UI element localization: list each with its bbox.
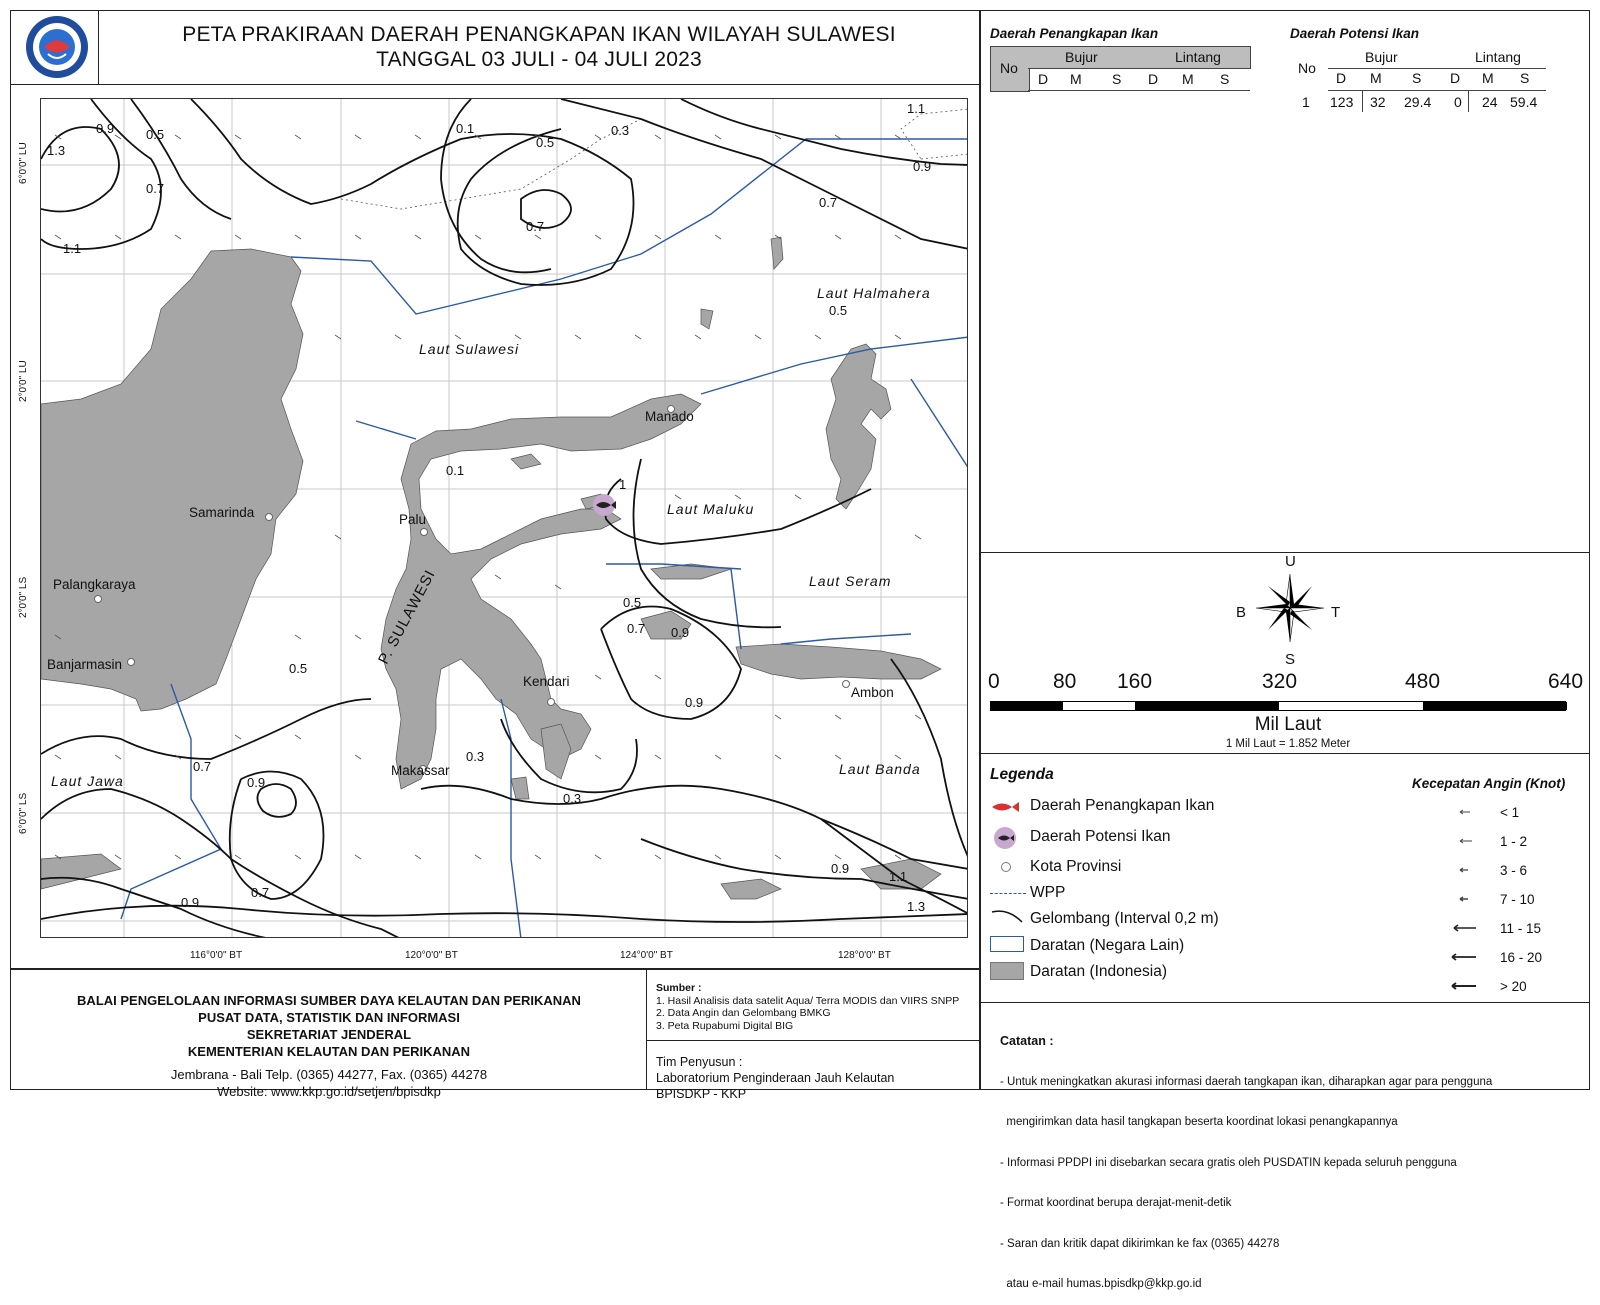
legend-indonesia-land-icon bbox=[990, 962, 1024, 980]
contour-label: 1.1 bbox=[907, 101, 926, 116]
contour-label: 0.7 bbox=[627, 621, 646, 636]
kkp-logo bbox=[24, 14, 90, 80]
city-label-banjarmasin: Banjarmasin bbox=[47, 657, 123, 672]
sea-label-laut-seram: Laut Seram bbox=[809, 573, 892, 589]
contour-label: 1.1 bbox=[889, 869, 908, 884]
city-label-kendari: Kendari bbox=[523, 674, 570, 689]
contour-label: 0.9 bbox=[181, 895, 200, 910]
sea-label-laut-jawa: Laut Jawa bbox=[51, 773, 124, 789]
compass-south: S bbox=[1285, 651, 1296, 668]
footer-notes: Catatan : - Untuk meningkatkan akurasi informasi daerah tangkapan ikan, diharapkan agar para pengguna mengirimkan data hasil tangkapan beserta koordinat lokasi penangkapannya - Informasi PPDPI ini disebarkan secara gratis oleh PUSDATIN kepada seluruh pengguna - Format koordinat berupa derajat-menit-detik - Saran dan kritik dapat dikirimkan ke fax (0365) 44278 atau e-mail humas.bpisdkp@kkp.go.id bbox=[1000, 1034, 1493, 1290]
scale-note: 1 Mil Laut = 1.852 Meter bbox=[1225, 738, 1351, 750]
wind-class: 1 - 2 bbox=[1500, 834, 1528, 849]
land-borneo bbox=[41, 249, 303, 711]
scale-tick: 80 bbox=[1053, 670, 1077, 693]
sea-label-laut-banda: Laut Banda bbox=[839, 761, 921, 777]
legend-fishing-icon bbox=[990, 800, 1020, 819]
wind-class: 7 - 10 bbox=[1500, 892, 1535, 907]
contour-label: 1.1 bbox=[63, 241, 82, 256]
fishing-col-lintang: Lintang bbox=[1175, 49, 1221, 65]
city-marker-kendari bbox=[548, 699, 555, 706]
fishing-col-bujur: Bujur bbox=[1065, 49, 1098, 65]
contour-label: 0.7 bbox=[193, 759, 212, 774]
lat-label: 2°0'0" LU bbox=[18, 360, 29, 402]
legend-item-potential: Daerah Potensi Ikan bbox=[1030, 828, 1171, 845]
scale-unit: Mil Laut bbox=[1254, 714, 1322, 735]
contour-label: 1 bbox=[619, 477, 627, 492]
contour-label: 0.9 bbox=[671, 625, 690, 640]
city-label-makassar: Makassar bbox=[391, 763, 450, 778]
lat-label: 2°0'0" LS bbox=[18, 576, 29, 618]
potential-row-bujur-s: 29.4 bbox=[1404, 94, 1432, 110]
compass-west: B bbox=[1236, 604, 1247, 621]
wind-class: 3 - 6 bbox=[1500, 863, 1528, 878]
footer-team: Tim Penyusun : Laboratorium Penginderaan Jauh Kelautan BPISDKP - KKP bbox=[656, 1055, 895, 1101]
contour-label: 0.3 bbox=[466, 749, 485, 764]
contour-label: 0.7 bbox=[146, 181, 165, 196]
wind-class: 11 - 15 bbox=[1500, 921, 1542, 936]
city-marker-ambon bbox=[843, 681, 850, 688]
wind-legend-arrows bbox=[1446, 800, 1486, 995]
island-label-sulawesi: P. SULAWESI bbox=[375, 566, 440, 667]
legend-wpp-icon bbox=[990, 893, 1026, 894]
scale-tick: 0 bbox=[988, 670, 1000, 693]
lon-label: 124°0'0" BT bbox=[620, 950, 673, 961]
wind-class: > 20 bbox=[1500, 979, 1527, 994]
footer-org: BALAI PENGELOLAAN INFORMASI SUMBER DAYA KELAUTAN DAN PERIKANAN PUSAT DATA, STATISTIK DAN INFORMASI SEKRETARIAT JENDERAL KEMENTERIAN KELAUTAN DAN PERIKANAN bbox=[77, 993, 581, 1059]
sea-label-laut-sulawesi: Laut Sulawesi bbox=[419, 341, 520, 357]
contour-label: 0.5 bbox=[623, 595, 642, 610]
sea-label-laut-halmahera: Laut Halmahera bbox=[817, 285, 931, 301]
contour-label: 0.7 bbox=[526, 219, 545, 234]
fishing-table: No Bujur Lintang D M S D M S bbox=[990, 46, 1250, 92]
fishing-col-no: No bbox=[1000, 60, 1018, 76]
contour-label: 0.3 bbox=[563, 791, 582, 806]
legend-item-wave: Gelombang (Interval 0,2 m) bbox=[1030, 910, 1219, 927]
contour-label: 0.9 bbox=[913, 159, 932, 174]
lon-label: 116°0'0" BT bbox=[190, 950, 243, 961]
contour-label: 0.9 bbox=[831, 861, 850, 876]
potential-row-bujur-m: 32 bbox=[1370, 94, 1386, 110]
legend-item-city: Kota Provinsi bbox=[1030, 858, 1122, 875]
contour-label: 0.5 bbox=[289, 661, 308, 676]
sea-label-laut-maluku: Laut Maluku bbox=[667, 501, 755, 517]
legend-item-indonesia-land: Daratan (Indonesia) bbox=[1030, 963, 1167, 980]
wind-class: < 1 bbox=[1500, 805, 1520, 820]
potential-row-lintang-s: 59.4 bbox=[1510, 94, 1538, 110]
contour-label: 0.3 bbox=[611, 123, 630, 138]
city-marker-banjarmasin bbox=[128, 659, 135, 666]
potential-row-lintang-m: 24 bbox=[1482, 94, 1498, 110]
contour-label: 0.5 bbox=[536, 135, 555, 150]
scale-tick: 320 bbox=[1262, 670, 1298, 693]
scale-tick: 160 bbox=[1117, 670, 1153, 693]
lon-label: 120°0'0" BT bbox=[405, 950, 458, 961]
contour-label: 0.5 bbox=[829, 303, 848, 318]
lon-label: 128°0'0" BT bbox=[838, 950, 891, 961]
land-seram bbox=[736, 644, 941, 679]
potential-table-title: Daerah Potensi Ikan bbox=[1290, 26, 1420, 41]
legend-potential-icon bbox=[993, 826, 1017, 855]
footer-address: Jembrana - Bali Telp. (0365) 44277, Fax. (0365) 44278 Website: www.kkp.go.id/setjen/bpisdkp bbox=[170, 1067, 488, 1099]
potential-table: No Bujur Lintang D M S D M S 1 123 32 29.4 0 24 59.4 bbox=[1290, 46, 1550, 116]
lat-label: 6°0'0" LS bbox=[18, 792, 29, 834]
fishing-table-title: Daerah Penangkapan Ikan bbox=[990, 26, 1159, 41]
map-canvas bbox=[40, 98, 968, 938]
side-panel-frame bbox=[980, 10, 1590, 1090]
legend-city-icon bbox=[1001, 862, 1011, 872]
legend-title: Legenda bbox=[990, 766, 1054, 783]
potential-row-no: 1 bbox=[1302, 94, 1310, 110]
page-title: PETA PRAKIRAAN DAERAH PENANGKAPAN IKAN WILAYAH SULAWESI TANGGAL 03 JULI - 04 JULI 2023 bbox=[182, 23, 896, 71]
legend-item-fishing: Daerah Penangkapan Ikan bbox=[1030, 797, 1215, 814]
contour-label: 0.7 bbox=[819, 195, 838, 210]
contour-label: 0.9 bbox=[685, 695, 704, 710]
footer-sources: Sumber : 1. Hasil Analisis data satelit Aqua/ Terra MODIS dan VIIRS SNPP 2. Data Angin dan Gelombang BMKG 3. Peta Rupabumi Digital BIG bbox=[656, 982, 960, 1032]
legend-wave-icon bbox=[990, 906, 1026, 931]
city-label-palu: Palu bbox=[399, 512, 427, 527]
city-marker-palu bbox=[421, 529, 428, 536]
potential-fish-marker bbox=[593, 494, 616, 516]
contour-label: 0.7 bbox=[251, 885, 270, 900]
contour-label: 0.5 bbox=[146, 127, 165, 142]
legend-other-land-icon bbox=[990, 936, 1024, 952]
compass-rose bbox=[1254, 572, 1326, 644]
wind-class: 16 - 20 bbox=[1500, 950, 1543, 965]
city-label-samarinda: Samarinda bbox=[189, 505, 255, 520]
city-marker-samarinda bbox=[266, 514, 273, 521]
wind-legend-title: Kecepatan Angin (Knot) bbox=[1412, 776, 1566, 791]
scale-bar bbox=[990, 701, 1566, 711]
contour-label: 0.9 bbox=[247, 775, 266, 790]
contour-label: 0.9 bbox=[96, 121, 115, 136]
scale-tick: 640 bbox=[1548, 670, 1584, 693]
lat-label: 6°0'0" LU bbox=[18, 142, 29, 184]
contour-label: 0.1 bbox=[446, 463, 465, 478]
contour-label: 1.3 bbox=[47, 143, 66, 158]
compass-north: U bbox=[1285, 553, 1296, 570]
city-label-manado: Manado bbox=[645, 409, 694, 424]
potential-row-bujur-d: 123 bbox=[1330, 94, 1354, 110]
legend-item-other-land: Daratan (Negara Lain) bbox=[1030, 937, 1185, 954]
potential-row-lintang-d: 0 bbox=[1454, 94, 1462, 110]
contour-label: 0.1 bbox=[456, 121, 475, 136]
compass-east: T bbox=[1331, 604, 1341, 621]
legend-item-wpp: WPP bbox=[1030, 884, 1066, 901]
contour-label: 1.3 bbox=[907, 899, 926, 914]
scale-tick: 480 bbox=[1405, 670, 1441, 693]
city-marker-palangkaraya bbox=[95, 596, 102, 603]
city-label-palangkaraya: Palangkaraya bbox=[53, 577, 136, 592]
city-label-ambon: Ambon bbox=[851, 685, 894, 700]
